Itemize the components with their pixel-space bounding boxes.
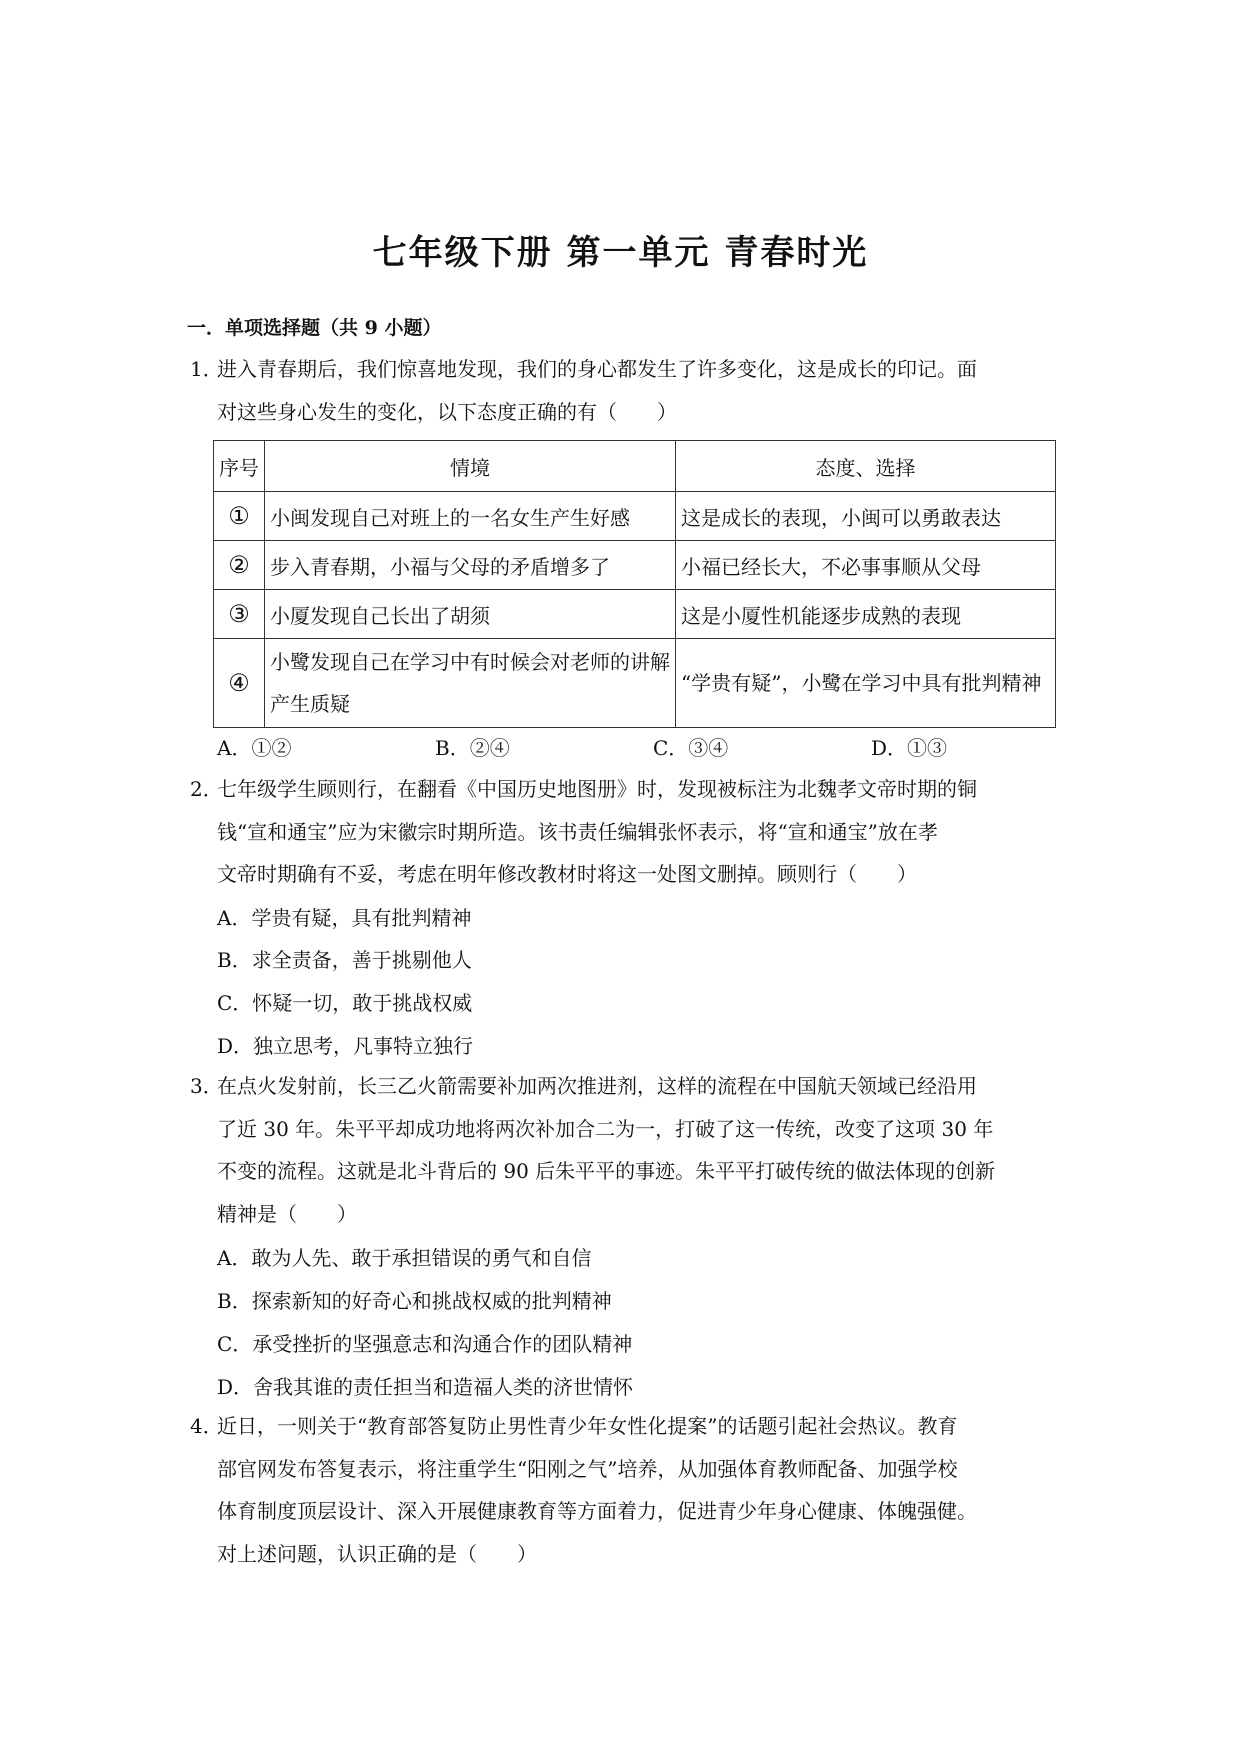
question-number: 4． [190, 1414, 223, 1438]
choice-d[interactable]: D．①③ [871, 736, 948, 760]
option-d[interactable]: D．舍我其谁的责任担当和造福人类的济世情怀 [217, 1375, 634, 1399]
option-d[interactable]: D．独立思考，凡事特立独行 [217, 1034, 474, 1058]
table-header: 情境 [265, 441, 676, 492]
option-c[interactable]: C．承受挫折的坚强意志和沟通合作的团队精神 [217, 1332, 633, 1356]
question-text: 部官网发布答复表示，将注重学生“阳刚之气”培养，从加强体育教师配备、加强学校 [217, 1456, 958, 1481]
question-2 [190, 768, 1060, 896]
choice-a[interactable]: A．①② [217, 736, 292, 760]
page-title: 七年级下册 第一单元 青春时光 [372, 233, 869, 273]
question-text: 在点火发射前，长三乙火箭需要补加两次推进剂，这样的流程在中国航天领域已经沿用 [217, 1074, 977, 1098]
table-cell: “学贵有疑”，小鹭在学习中具有批判精神 [676, 639, 1056, 728]
table-cell: ④ [214, 639, 265, 728]
question-text: 七年级学生顾则行，在翻看《中国历史地图册》时，发现被标注为北魏孝文帝时期的铜 [217, 777, 977, 801]
section-heading: 一．单项选择题（共 9 小题） [187, 317, 442, 339]
question-1 [190, 348, 1060, 433]
table-cell: 这是成长的表现，小闽可以勇敢表达 [676, 492, 1056, 541]
option-a[interactable]: A．学贵有疑，具有批判精神 [217, 906, 472, 930]
question-number: 3． [190, 1074, 223, 1098]
table-cell: ② [214, 541, 265, 590]
question-number: 2． [190, 777, 223, 801]
option-a[interactable]: A．敢为人先、敢于承担错误的勇气和自信 [217, 1246, 592, 1270]
question-text: 近日，一则关于“教育部答复防止男性青少年女性化提案”的话题引起社会热议。教育 [217, 1414, 958, 1438]
table-cell: 小厦发现自己长出了胡须 [265, 590, 676, 639]
scenario-table [213, 440, 1056, 728]
table-row [214, 590, 1056, 639]
question-text: 对上述问题，认识正确的是（ ） [217, 1541, 537, 1566]
option-c[interactable]: C．怀疑一切，敢于挑战权威 [217, 991, 473, 1015]
option-b[interactable]: B．求全责备，善于挑剔他人 [217, 948, 472, 972]
table-header: 序号 [214, 441, 265, 492]
table-cell: 这是小厦性机能逐步成熟的表现 [676, 590, 1056, 639]
question-text: 了近 30 年。朱平平却成功地将两次补加合二为一，打破了这一传统，改变了这项 30 年 [217, 1116, 994, 1141]
question-text: 不变的流程。这就是北斗背后的 90 后朱平平的事迹。朱平平打破传统的做法体现的创新 [217, 1159, 996, 1183]
table-row [214, 541, 1056, 590]
choice-b[interactable]: B．②④ [435, 736, 510, 760]
question-text: 进入青春期后，我们惊喜地发现，我们的身心都发生了许多变化，这是成长的印记。面 [217, 357, 977, 381]
question-text: 对这些身心发生的变化，以下态度正确的有（ ） [217, 399, 677, 424]
question-4 [190, 1405, 1060, 1575]
table-cell: ③ [214, 590, 265, 639]
table-cell: 小闽发现自己对班上的一名女生产生好感 [265, 492, 676, 541]
table-cell: 步入青春期，小福与父母的矛盾增多了 [265, 541, 676, 590]
table-cell: ① [214, 492, 265, 541]
table-row [214, 639, 1056, 728]
option-b[interactable]: B．探索新知的好奇心和挑战权威的批判精神 [217, 1289, 612, 1313]
question-text: 精神是（ ） [217, 1201, 357, 1226]
question-number: 1． [190, 357, 223, 381]
question-3 [190, 1065, 1060, 1235]
question-text: 文帝时期确有不妥，考虑在明年修改教材时将这一处图文删掉。顾则行（ ） [217, 862, 917, 886]
table-header: 态度、选择 [676, 441, 1056, 492]
table-cell: 小福已经长大，不必事事顺从父母 [676, 541, 1056, 590]
choice-c[interactable]: C．③④ [653, 736, 729, 760]
question-text: 体育制度顶层设计、深入开展健康教育等方面着力，促进青少年身心健康、体魄强健。 [217, 1499, 977, 1523]
table-cell: 小鹭发现自己在学习中有时候会对老师的讲解产生质疑 [265, 639, 676, 728]
table-row [214, 492, 1056, 541]
question-text: 钱“宣和通宝”应为宋徽宗时期所造。该书责任编辑张怀表示，将“宣和通宝”放在孝 [217, 819, 938, 844]
